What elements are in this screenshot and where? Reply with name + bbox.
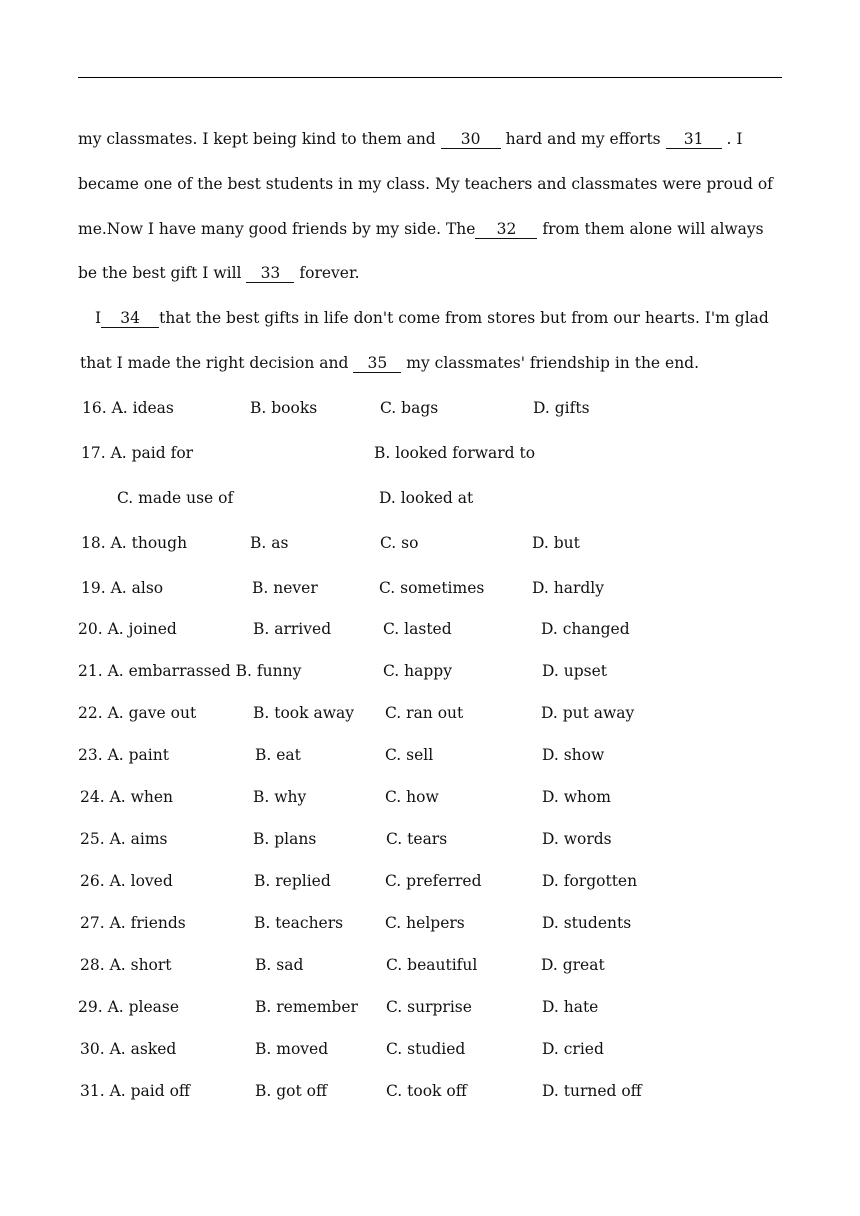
passage-text: that I made the right decision and [80,354,349,372]
option-16-c: C. bags [380,399,439,417]
option-24-c: C. how [385,788,439,806]
passage-text: . I [726,130,743,148]
passage-text: I [95,309,102,327]
option-31-c: C. took off [386,1082,467,1100]
option-16-a: 16. A. ideas [82,399,174,417]
option-22-a: 22. A. gave out [78,704,197,722]
option-30-a: 30. A. asked [80,1040,177,1058]
option-28-b: B. sad [255,956,304,974]
blank-31: 31 [666,131,722,149]
header-rule [78,77,782,78]
option-26-d: D. forgotten [542,872,638,890]
option-20-b: B. arrived [253,620,332,638]
option-23-c: C. sell [385,746,434,764]
option-30-d: D. cried [542,1040,604,1058]
option-18-a: 18. A. though [81,534,188,552]
passage-text: became one of the best students in my class. My teachers and classmates were proud of [78,175,773,193]
blank-33: 33 [246,265,294,283]
passage-text: be the best gift I will [78,264,242,282]
option-29-b: B. remember [255,998,358,1016]
passage-line [78,129,743,149]
option-25-a: 25. A. aims [80,830,168,848]
option-19-b: B. never [252,579,318,597]
option-19-a: 19. A. also [81,579,164,597]
option-21-d: D. upset [542,662,607,680]
passage-text: that the best gifts in life don't come from stores but from our hearts. I'm glad [159,309,769,327]
option-21-a: 21. A. embarrassed B. funny [78,662,302,680]
option-18-b: B. as [250,534,289,552]
option-24-b: B. why [253,788,307,806]
option-20-d: D. changed [541,620,630,638]
option-22-b: B. took away [253,704,354,722]
option-17-b: B. looked forward to [374,444,536,462]
option-22-c: C. ran out [385,704,464,722]
passage-text: hard and my efforts [505,130,661,148]
option-19-d: D. hardly [532,579,604,597]
option-23-b: B. eat [255,746,301,764]
option-25-d: D. words [542,830,612,848]
option-20-c: C. lasted [383,620,452,638]
option-24-a: 24. A. when [80,788,174,806]
passage-text: from them alone will always [542,220,764,238]
option-16-b: B. books [250,399,318,417]
option-31-b: B. got off [255,1082,327,1100]
option-17-d: D. looked at [379,489,474,507]
option-17-c: C. made use of [117,489,234,507]
blank-32: 32 [475,221,537,239]
option-23-d: D. show [542,746,605,764]
passage-text: my classmates' friendship in the end. [406,354,700,372]
option-23-a: 23. A. paint [78,746,169,764]
option-18-c: C. so [380,534,419,552]
blank-34: 34 [101,310,159,328]
blank-35: 35 [353,355,401,373]
passage-text: my classmates. I kept being kind to them and [78,130,436,148]
option-25-b: B. plans [253,830,317,848]
option-24-d: D. whom [542,788,612,806]
option-16-d: D. gifts [533,399,590,417]
option-28-a: 28. A. short [80,956,172,974]
passage-line [80,353,699,373]
option-21-c: C. happy [383,662,452,680]
passage-line [78,263,360,283]
option-30-c: C. studied [386,1040,466,1058]
option-19-c: C. sometimes [379,579,485,597]
option-27-d: D. students [542,914,632,932]
option-27-c: C. helpers [385,914,465,932]
option-20-a: 20. A. joined [78,620,177,638]
option-28-c: C. beautiful [386,956,478,974]
passage-line [78,219,764,239]
option-27-a: 27. A. friends [80,914,186,932]
option-25-c: C. tears [386,830,448,848]
option-27-b: B. teachers [254,914,344,932]
option-26-c: C. preferred [385,872,482,890]
option-26-b: B. replied [254,872,331,890]
option-31-a: 31. A. paid off [80,1082,190,1100]
option-26-a: 26. A. loved [80,872,173,890]
option-29-d: D. hate [542,998,599,1016]
option-30-b: B. moved [255,1040,329,1058]
passage-text: forever. [299,264,360,282]
option-28-d: D. great [541,956,605,974]
option-31-d: D. turned off [542,1082,642,1100]
blank-30: 30 [441,131,501,149]
option-22-d: D. put away [541,704,635,722]
passage-text: me.Now I have many good friends by my side. The [78,220,476,238]
option-29-a: 29. A. please [78,998,180,1016]
passage-line [78,174,773,194]
option-29-c: C. surprise [386,998,472,1016]
option-18-d: D. but [532,534,580,552]
passage-line [95,308,769,328]
option-17-a: 17. A. paid for [81,444,194,462]
